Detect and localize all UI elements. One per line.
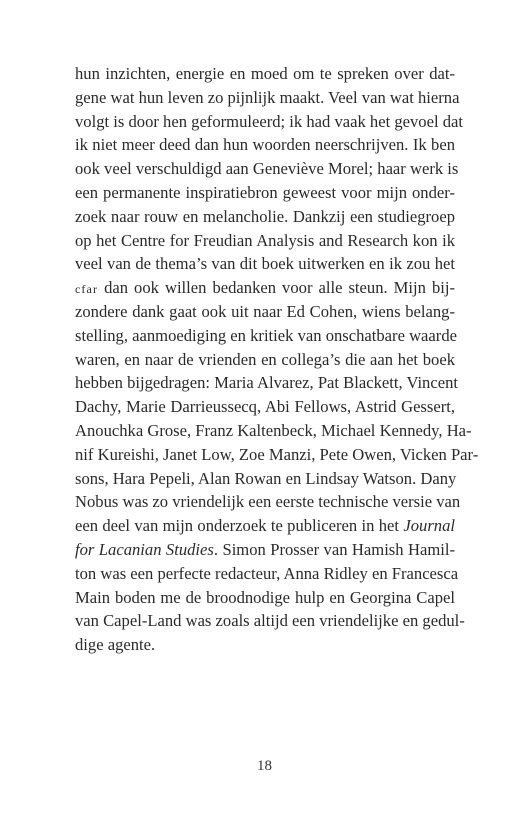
text-line: gene wat hun leven zo pijnlijk maakt. Veel van wat hierna (75, 87, 460, 107)
text-line: ik niet meer deed dan hun woorden neerschrijven. Ik ben (75, 135, 455, 155)
text-line (75, 538, 455, 562)
text-line: Nobus was zo vriendelijk een eerste technische versie van (75, 492, 461, 512)
text-line: Anouchka Grose, Franz Kaltenbeck, Michael Kennedy, Ha- (75, 420, 472, 440)
body-text (75, 62, 479, 657)
text-line: dige agente. (75, 635, 156, 655)
text-line: zoek naar rouw en melancholie. Dankzij een studiegroep (75, 206, 455, 226)
text-line (75, 514, 455, 538)
text-line: hun inzichten, energie en moed om te spreken over dat- (75, 64, 455, 83)
text-line: ook veel verschuldigd aan Geneviève Morel; haar werk is (75, 159, 459, 179)
text-line: van Capel-Land was zoals altijd een vriendelijke en gedul- (75, 611, 465, 631)
text-line: stelling, aanmoediging en kritiek van onschatbare waarde (75, 325, 457, 345)
journal-title-italic: for Lacanian Studies (75, 539, 214, 559)
page-number: 18 (257, 758, 272, 774)
text-line-rest: . Simon Prosser van Hamish Hamil- (213, 539, 455, 559)
text-line: een permanente inspiratiebron geweest voor mijn onder- (75, 182, 455, 202)
text-line (75, 276, 455, 300)
text-line: sons, Hara Pepeli, Alan Rowan en Lindsay Watson. Dany (75, 468, 457, 488)
cfar-acronym: cfar (75, 282, 99, 297)
text-line: hebben bijgedragen: Maria Alvarez, Pat Blackett, Vincent (75, 373, 458, 393)
journal-title-italic: Journal (403, 516, 455, 536)
text-line: waren, en naar de vrienden en collega’s die aan het boek (75, 349, 455, 369)
text-line: veel van de thema’s van dit boek uitwerken en ik zou het (75, 254, 455, 274)
text-line: zondere dank gaat ook uit naar Ed Cohen, wiens belang- (75, 301, 455, 321)
text-line: op het Centre for Freudian Analysis and Research kon ik (75, 230, 455, 250)
text-line: ton was een perfecte redacteur, Anna Ridley en Francesca (75, 563, 459, 583)
text-line: volgt is door hen geformuleerd; ik had vaak het gevoel dat (75, 111, 463, 131)
text-line-rest: dan ook willen bedanken voor alle steun. Mijn bij- (98, 278, 455, 298)
text-line: Main boden me de broodnodige hulp en Georgina Capel (75, 587, 455, 607)
text-line-pre: een deel van mijn onderzoek te publiceren in het (75, 516, 404, 536)
text-line: Dachy, Marie Darrieussecq, Abi Fellows, Astrid Gessert, (75, 397, 455, 417)
text-line: nif Kureishi, Janet Low, Zoe Manzi, Pete Owen, Vicken Par- (75, 444, 479, 464)
